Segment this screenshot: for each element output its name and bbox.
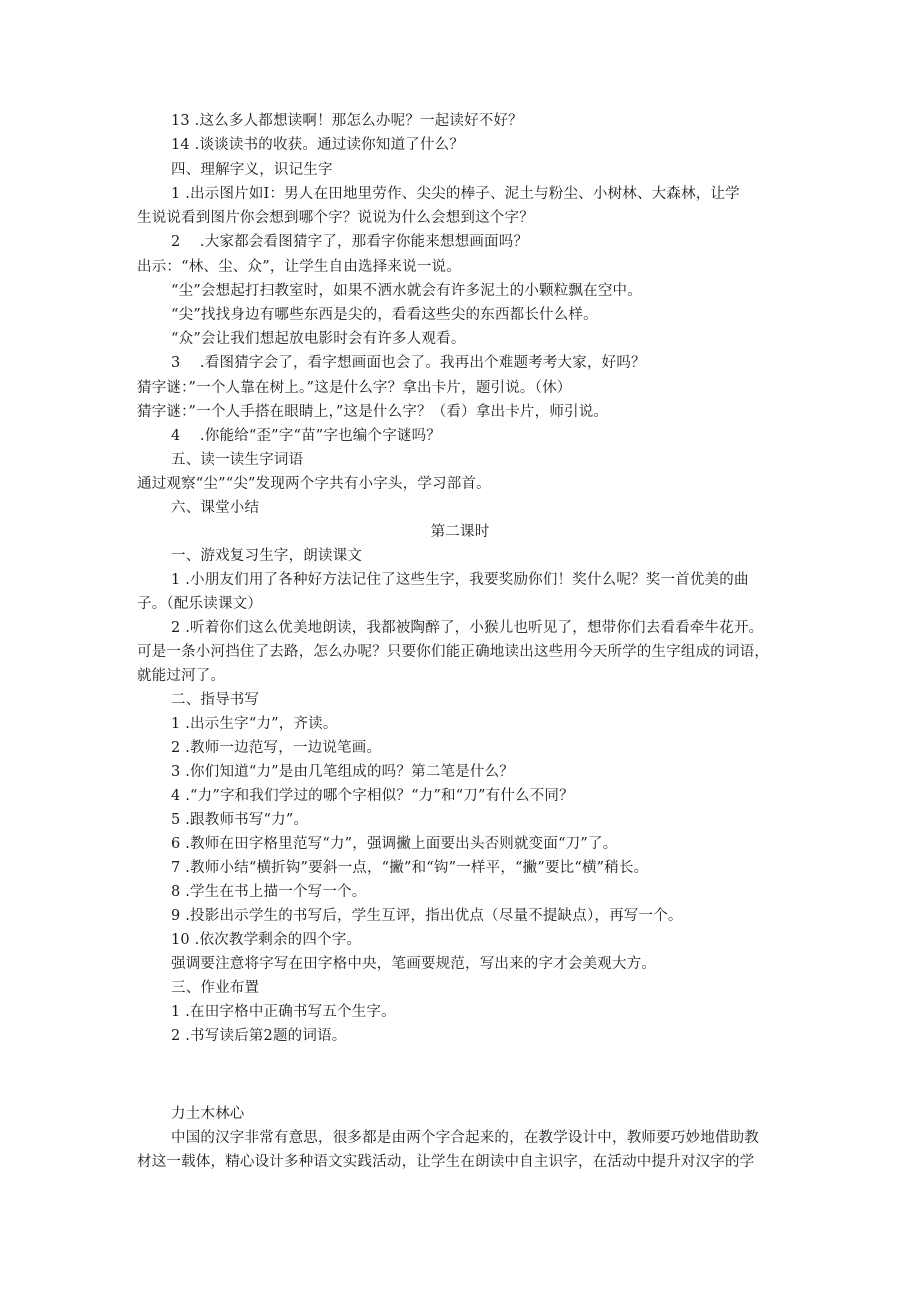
text-line: 6 .教师在田字格里范写“力”，强调撇上面要出头否则就变面“刀”了。	[171, 836, 618, 852]
text-line: 2 .书写读后第2题的词语。	[171, 1028, 347, 1044]
text-line: 1 .出示生字“力”，齐读。	[171, 716, 338, 732]
text-line: 猜字谜：”一个人手搭在眼睛上，”这是什么字？（看）拿出卡片，师引说。	[137, 404, 609, 420]
section-heading: 五、读一读生字词语	[171, 452, 304, 468]
text-line: 2 .教师一边范写，一边说笔画。	[171, 740, 382, 756]
section-heading: 三、作业布置	[171, 980, 260, 996]
text-line: 2 .听着你们这么优美地朗读，我都被陶醉了，小猴儿也听见了，想带你们去看看牵牛花开。	[171, 620, 764, 636]
text-line: 生说说看到图片你会想到哪个字？说说为什么会想到这个字？	[137, 210, 534, 226]
text-line: 13 .这么多人都想读啊！那怎么办呢？一起读好不好？	[171, 113, 523, 129]
text-line: 强调要注意将字写在田字格中央，笔画要规范，写出来的字才会美观大方。	[171, 956, 657, 972]
text-line: “尖”找找身边有哪些东西是尖的，看看这些尖的东西都长什么样。	[171, 307, 598, 323]
text-line: 7 .教师小结“横折钩”要斜一点，“撇”和“钩”一样平，“撇”要比“横”稍长。	[171, 860, 649, 876]
text-line: 猜字谜：”一个人靠在树上。”这是什么字？拿出卡片，题引说。（休）	[137, 380, 572, 396]
text-line: 3 .看图猜字会了，看字想画面也会了。我再出个难题考考大家，好吗？	[171, 355, 646, 371]
section-heading: 一、游戏复习生字，朗读课文	[171, 548, 363, 564]
text-line: 就能过河了。	[137, 668, 226, 684]
text-line: 2 .大家都会看图猜字了，那看字你能来想想画面吗？	[171, 234, 529, 250]
text-line: 出示：“林、尘、众”，让学生自由选择来说一说。	[137, 259, 461, 275]
character-list: 力土木林心	[171, 1106, 245, 1122]
text-line: 8 .学生在书上描一个写一个。	[171, 884, 367, 900]
text-line: 可是一条小河挡住了去路，怎么办呢？只要你们能正确地读出这些用今天所学的生字组成的词语，	[137, 644, 770, 660]
text-line: 14 .谈谈读书的收获。通过读你知道了什么？	[171, 137, 465, 153]
text-line: 1 .出示图片如Ⅰ：男人在田地里劳作、尖尖的棒子、泥土与粉尘、小树林、大森林，让学	[171, 186, 740, 202]
text-line: 1 .小朋友们用了各种好方法记住了这些生字，我要奖励你们！奖什么呢？奖一首优美的曲	[171, 572, 749, 588]
text-line: 9 .投影出示学生的书写后，学生互评，指出优点（尽量不提缺点），再写一个。	[171, 908, 683, 924]
text-line: 中国的汉字非常有意思，很多都是由两个字合起来的，在教学设计中，教师要巧妙地借助教	[171, 1130, 759, 1146]
text-line: 4 .你能给“歪”字“苗”字也编个字谜吗？	[171, 428, 441, 444]
text-line: 材这一载体，精心设计多种语文实践活动，让学生在朗读中自主识字，在活动中提升对汉字的学	[137, 1154, 755, 1170]
text-line: 10 .依次教学剩余的四个字。	[171, 932, 362, 948]
text-line: 通过观察“尘”“尖”发现两个字共有小字头，学习部首。	[137, 476, 491, 492]
section-heading: 四、理解字义，识记生字	[171, 162, 333, 178]
text-line: “尘”会想起打扫教室时，如果不洒水就会有许多泥土的小颗粒飘在空中。	[171, 283, 642, 299]
text-line: 子。（配乐读课文）	[137, 596, 263, 612]
text-line: 4 .“力”字和我们学过的哪个字相似？“力”和“刀”有什么不同？	[171, 788, 574, 804]
text-line: “众”会让我们想起放电影时会有许多人观看。	[171, 331, 466, 347]
section-heading: 六、课堂小结	[171, 500, 260, 516]
section-heading: 二、指导书写	[171, 692, 260, 708]
text-line: 3 .你们知道“力”是由几笔组成的吗？第二笔是什么？	[171, 764, 514, 780]
lesson-title: 第二课时	[430, 524, 490, 540]
text-line: 5 .跟教师书写“力”。	[171, 812, 309, 828]
text-line: 1 .在田字格中正确书写五个生字。	[171, 1004, 396, 1020]
